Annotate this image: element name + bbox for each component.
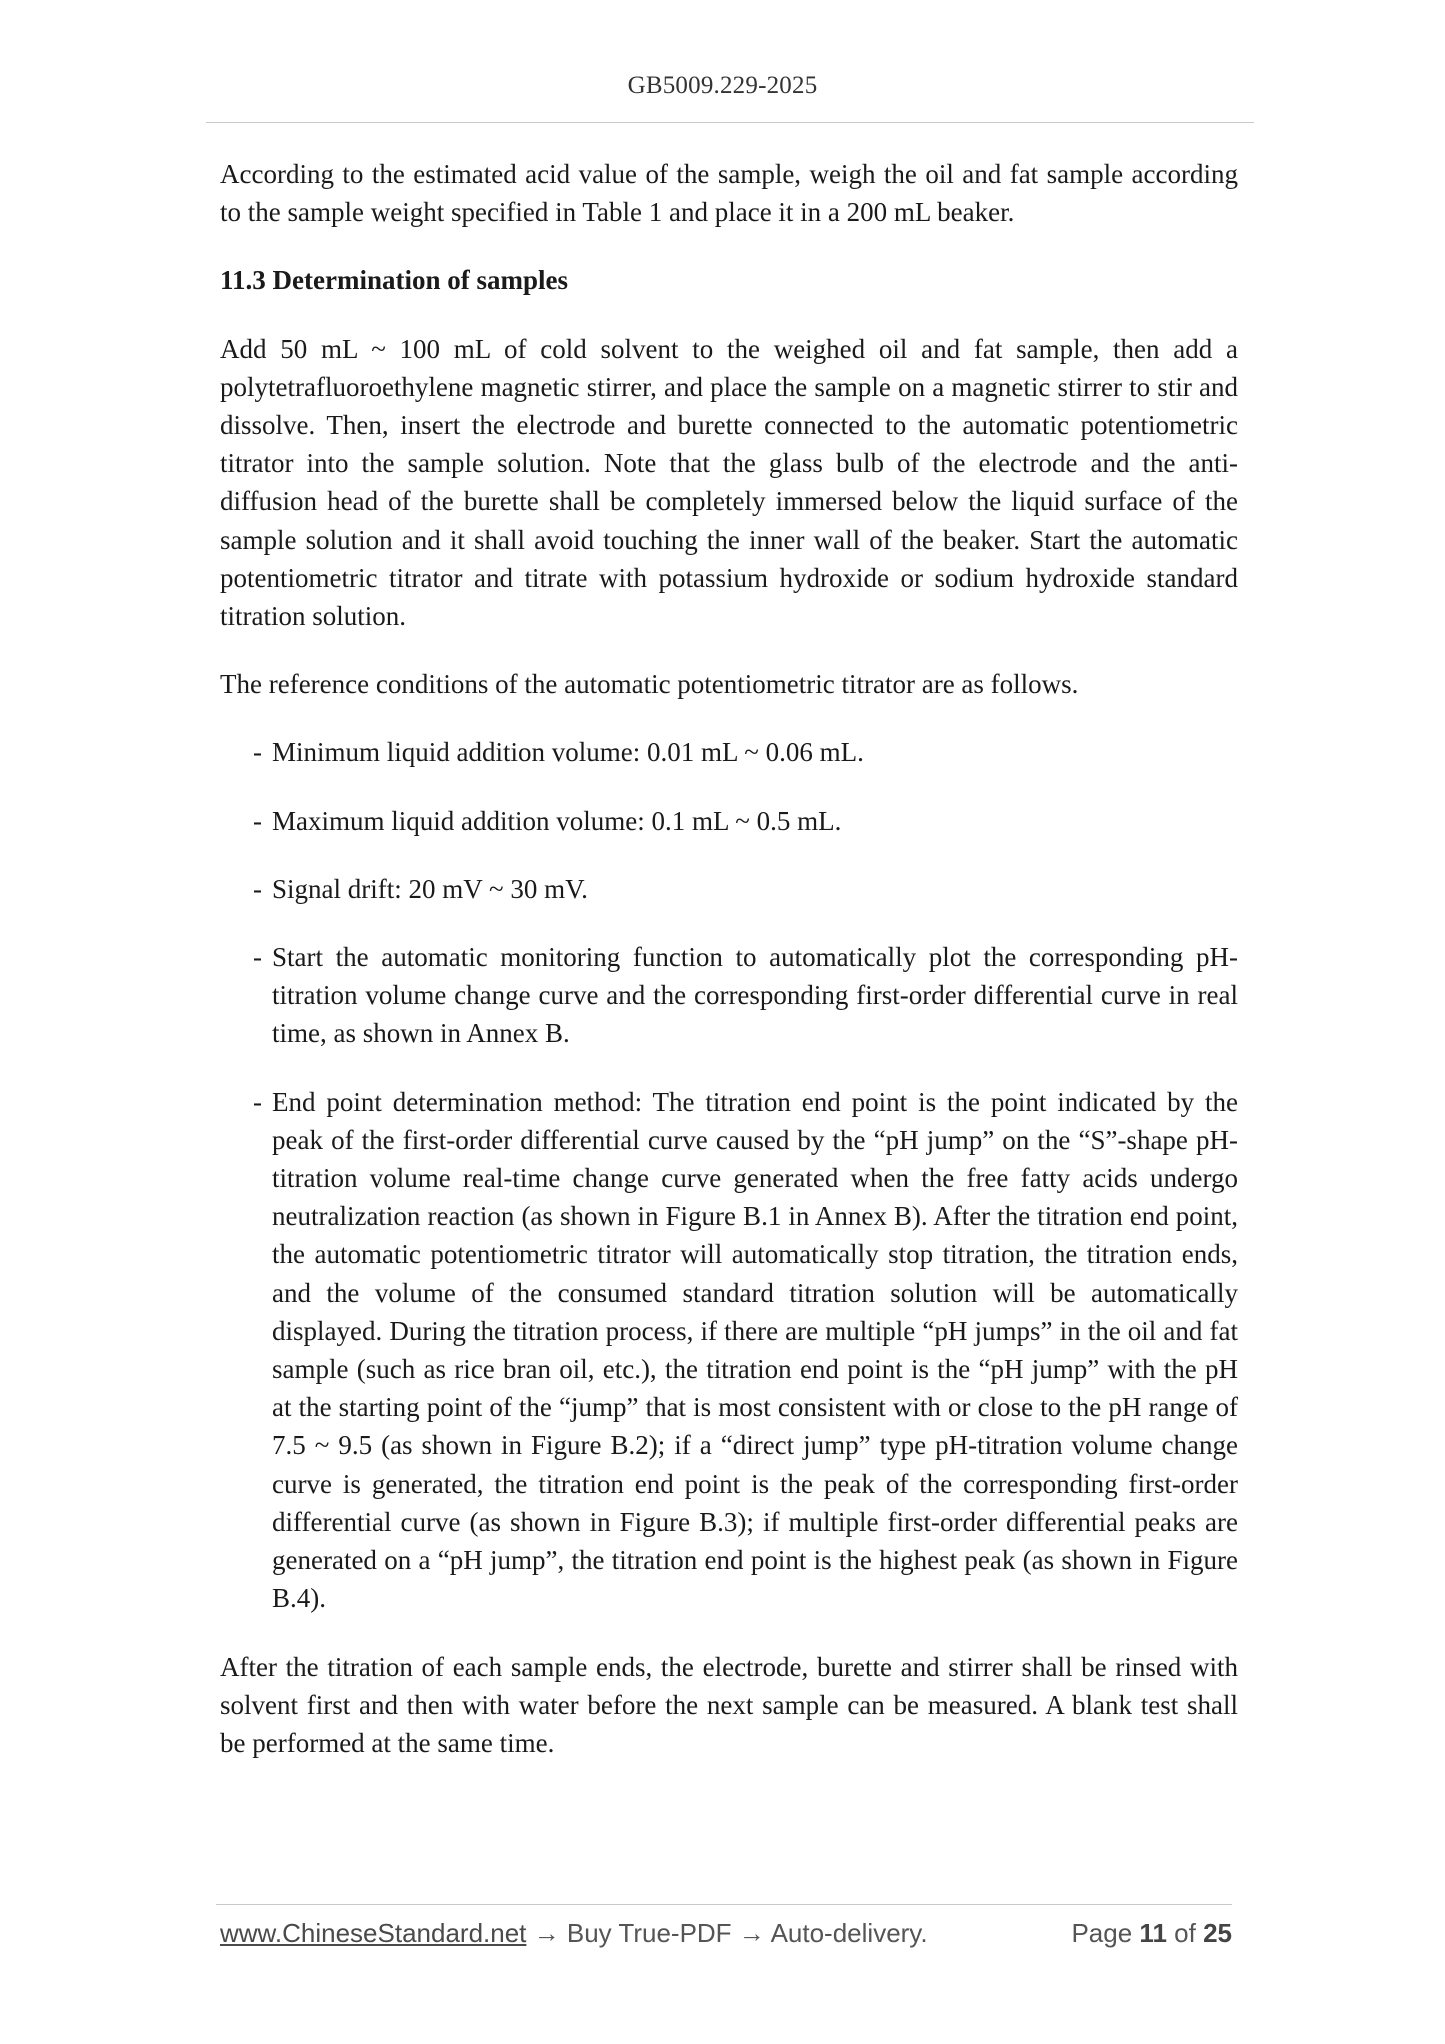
list-item: [220, 1083, 1238, 1618]
page-indicator: [1071, 1918, 1232, 1949]
promo-text: → Buy True-PDF → Auto-delivery.: [526, 1918, 928, 1948]
header-divider: [206, 122, 1254, 123]
list-dash: -: [253, 805, 262, 836]
conditions-list: [220, 733, 1238, 1617]
of-word: of: [1174, 1918, 1196, 1948]
section-heading: 11.3 Determination of samples: [220, 265, 568, 296]
list-dash: -: [253, 942, 262, 973]
procedure-paragraph: Add 50 mL ~ 100 mL of cold solvent to the weighed oil and fat sample, then add a polytetrafluoroethylene magnetic stirrer, and place the sample on a magnetic stirrer to stir and dissolve. Then, insert the electrode and burette connected to the automatic potentiometric titrator into the sample solution. Note that the glass bulb of the electrode and the anti-diffusion head of the burette shall be completely immersed below the liquid surface of the sample solution and it shall avoid touching the inner wall of the beaker. Start the automatic potentiometric titrator and titrate with potassium hydroxide or sodium hydroxide standard titration solution.: [220, 333, 1238, 632]
footer-promo: [220, 1918, 928, 1949]
intro-paragraph: According to the estimated acid value of the sample, weigh the oil and fat sample according to the sample weight specified in Table 1 and place it in a 200 mL beaker.: [220, 159, 1238, 228]
list-dash: -: [253, 737, 262, 768]
list-item: [220, 870, 1238, 908]
page-footer: [220, 1918, 1232, 1958]
list-dash: -: [253, 1086, 262, 1117]
condition-text: Maximum liquid addition volume: 0.1 mL ~ 0.5 mL.: [272, 805, 842, 836]
site-link[interactable]: www.ChineseStandard.net: [220, 1918, 527, 1948]
document-body: [220, 155, 1238, 1792]
list-item: [220, 938, 1238, 1053]
total-pages: 25: [1203, 1918, 1232, 1948]
list-item: [220, 733, 1238, 771]
page-number: 11: [1139, 1918, 1167, 1948]
condition-text: Minimum liquid addition volume: 0.01 mL ~ 0.06 mL.: [272, 737, 864, 768]
closing-paragraph: After the titration of each sample ends, the electrode, burette and stirrer shall be rinsed with solvent first and then with water before the next sample can be measured. A blank test shall be performed at the same time.: [220, 1651, 1238, 1758]
page-header-standard-code: GB5009.229-2025: [627, 72, 818, 99]
footer-divider: [216, 1904, 1232, 1905]
condition-text: End point determination method: The titration end point is the point indicated by the peak of the first-order differential curve caused by the “pH jump” on the “S”-shape pH-titration volume real-time change curve generated when the free fatty acids undergo neutralization reaction (as shown in Figure B.1 in Annex B). After the titration end point, the automatic potentiometric titrator will automatically stop titration, the titration ends, and the volume of the consumed standard titration solution will be automatically displayed. During the titration process, if there are multiple “pH jumps” in the oil and fat sample (such as rice bran oil, etc.), the titration end point is the “pH jump” with the pH at the starting point of the “jump” that is most consistent with or close to the pH range of 7.5 ~ 9.5 (as shown in Figure B.2); if a “direct jump” type pH-titration volume change curve is generated, the titration end point is the peak of the corresponding first-order differential curve (as shown in Figure B.3); if multiple first-order differential peaks are generated on a “pH jump”, the titration end point is the highest peak (as shown in Figure B.4).: [272, 1086, 1238, 1614]
list-dash: -: [253, 873, 262, 904]
condition-text: Signal drift: 20 mV ~ 30 mV.: [272, 873, 588, 904]
condition-text: Start the automatic monitoring function to automatically plot the corresponding pH-titration volume change curve and the corresponding first-order differential curve in real time, as shown in Annex B.: [272, 942, 1238, 1049]
page-word: Page: [1071, 1918, 1133, 1948]
list-item: [220, 802, 1238, 840]
conditions-intro: The reference conditions of the automatic potentiometric titrator are as follows.: [220, 669, 1079, 700]
